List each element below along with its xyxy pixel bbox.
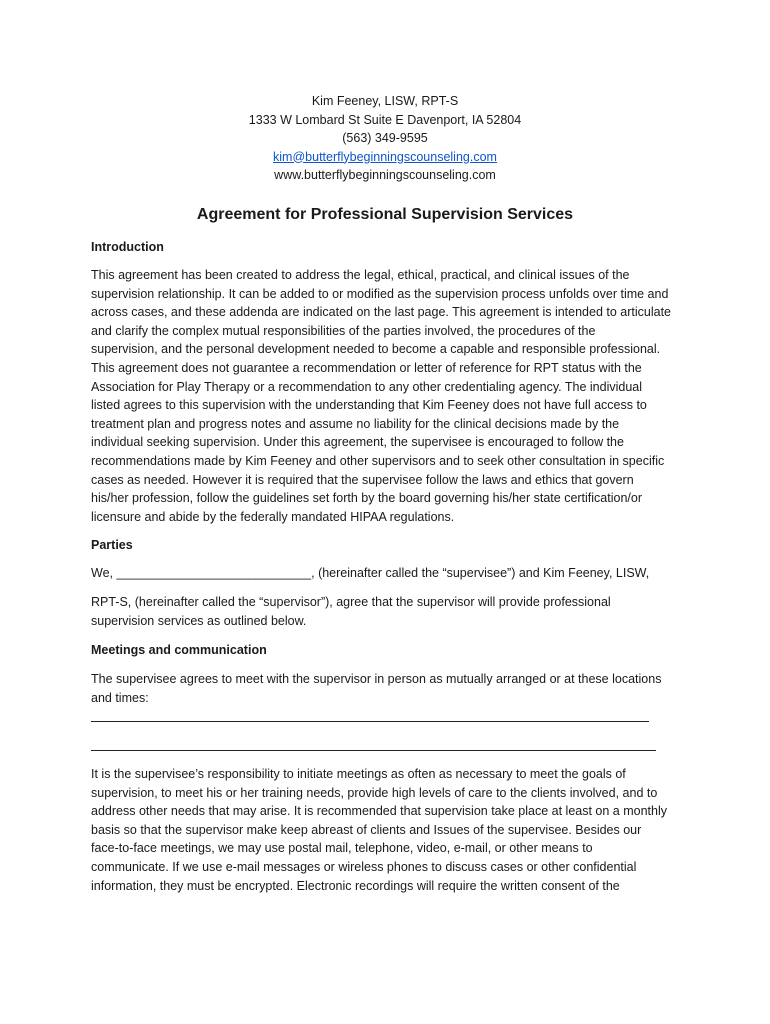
paragraph-line: supervision, and the personal development needed to become a capable and responsible professional. [91, 342, 661, 357]
paragraph-line: basis so that the supervisor make keep abreast of clients and Issues of the supervisee. Besides our [91, 822, 642, 837]
meetings-paragraph [91, 765, 683, 895]
paragraph-line: supervision services as outlined below. [91, 613, 307, 628]
paragraph-line: RPT-S, (hereinafter called the “supervisor”), agree that the supervisor will provide professional [91, 595, 611, 609]
paragraph-line: This agreement has been created to address the legal, ethical, practical, and clinical issues of the [91, 268, 630, 282]
paragraph-line: face-to-face meetings, we may use postal mail, telephone, video, e-mail, or other means to [91, 841, 593, 856]
email-link[interactable]: kim@butterflybeginningscounseling.com [273, 149, 497, 164]
introduction-section [91, 238, 683, 256]
blank-line-2 [91, 750, 656, 751]
paragraph-line: This agreement does not guarantee a recommendation or letter of reference for RPT status with the [91, 360, 642, 375]
parties-paragraph [91, 593, 683, 630]
blank-line-1 [91, 721, 649, 722]
letterhead-phone: (563) 349-9595 [342, 131, 428, 145]
meetings-section [91, 641, 683, 659]
paragraph-line: licensure and abide by the federally mandated HIPAA regulations. [91, 509, 455, 524]
paragraph-line: recommendations made by Kim Feeney and other supervisors and to seek other consultation in specific [91, 453, 665, 468]
meetings-intro [91, 670, 683, 707]
paragraph-line: and times: [91, 690, 149, 705]
document-title: Agreement for Professional Supervision Services [196, 206, 574, 223]
paragraph-line: and clarify the complex mutual responsibilities of the parties involved, the procedures of the [91, 323, 596, 338]
parties-line-1 [91, 564, 683, 583]
paragraph-line: supervision relationship. It can be added to or modified as the supervision process unfolds over time and [91, 286, 669, 301]
paragraph-line: individual seeking supervision. Under this agreement, the supervisee is encouraged to follow the [91, 435, 624, 450]
paragraph-line: address other needs that may arise. It is recommended that supervision take place at least on a monthly [91, 804, 668, 819]
paragraph-line: The supervisee agrees to meet with the supervisor in person as mutually arranged or at these locations [91, 672, 662, 686]
letterhead-name: Kim Feeney, LISW, RPT-S [311, 94, 459, 108]
supervisee-name-line: We, ____________________________, (hereinafter called the “supervisee”) and Kim Feeney, LISW, [91, 566, 650, 580]
paragraph-line: It is the supervisee’s responsibility to initiate meetings as often as necessary to meet the goals of [91, 767, 626, 781]
introduction-paragraph [91, 266, 683, 526]
paragraph-line: across cases, and these addenda are indicated on the last page. This agreement is intended to articulate [91, 305, 672, 320]
paragraph-line: his/her profession, follow the guidelines set forth by the board governing his/her state certification/or [91, 491, 643, 506]
meetings-heading: Meetings and communication [91, 643, 267, 657]
letterhead [0, 92, 770, 185]
paragraph-line: listed agrees to this supervision with the understanding that Kim Feeney does not have full access to [91, 398, 647, 413]
paragraph-line: Association for Play Therapy or a recommendation to any other credentialing agency. The individual [91, 379, 643, 394]
paragraph-line: treatment plan and progress notes and assume no liability for the clinical decisions made by the [91, 416, 620, 431]
paragraph-line: communicate. If we use e-mail messages or wireless phones to discuss cases or other confidential [91, 859, 637, 874]
letterhead-website: www.butterflybeginningscounseling.com [274, 168, 496, 182]
letterhead-address: 1333 W Lombard St Suite E Davenport, IA 52804 [248, 112, 522, 127]
parties-heading: Parties [91, 538, 133, 552]
paragraph-line: information, they must be encrypted. Electronic recordings will require the written consent of the [91, 878, 620, 893]
paragraph-line: supervision, to meet his or her training needs, provide high levels of care to the clients involved, and to [91, 785, 658, 800]
parties-section [91, 536, 683, 554]
paragraph-line: cases as needed. However it is required that the supervisee follow the laws and ethics that govern [91, 472, 634, 487]
introduction-heading: Introduction [91, 240, 164, 254]
